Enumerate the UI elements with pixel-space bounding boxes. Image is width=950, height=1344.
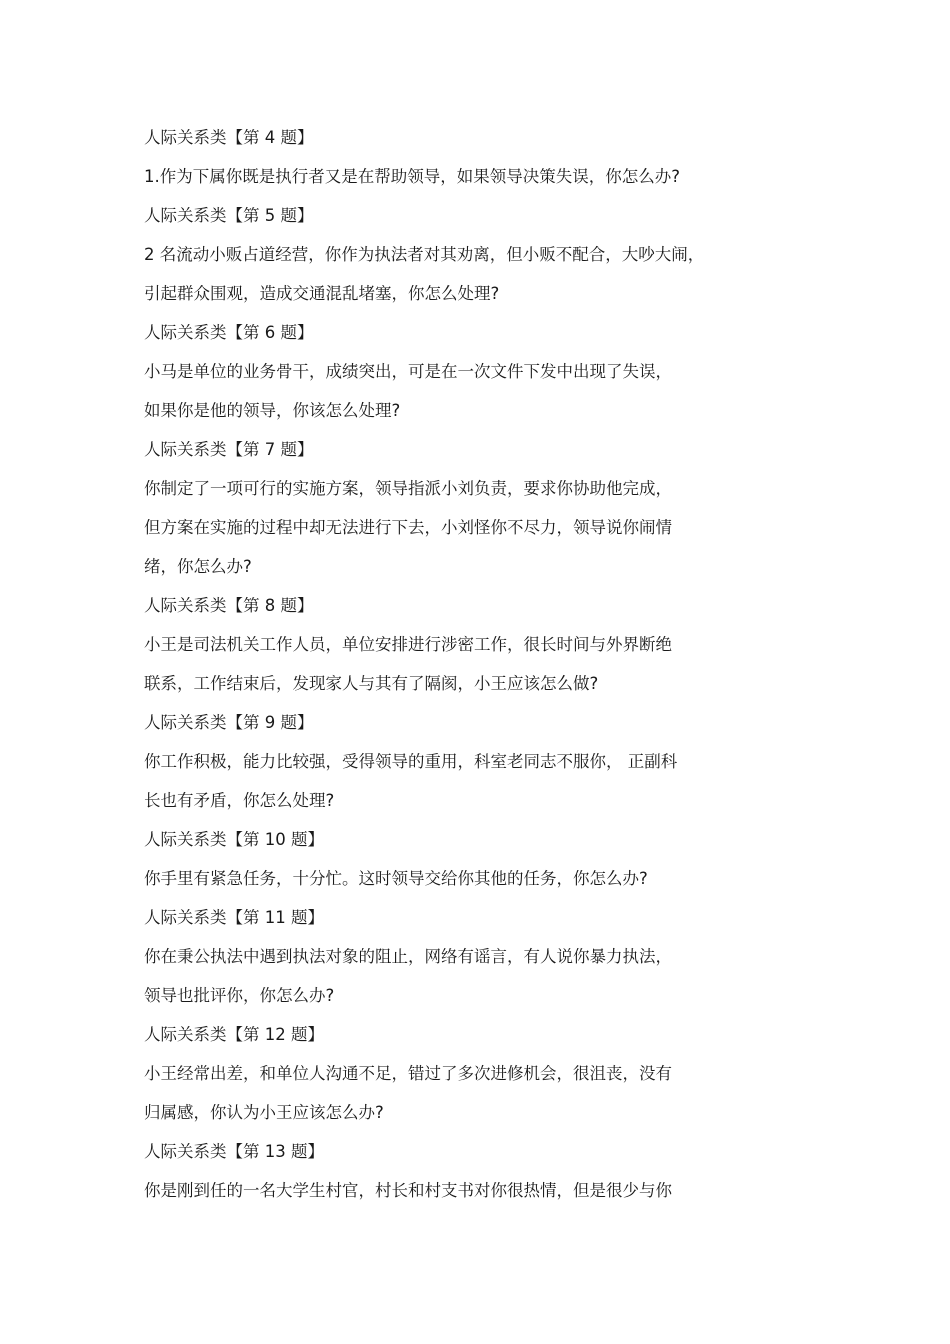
question-text-line: 联系，工作结束后，发现家人与其有了隔阂，小王应该怎么做? — [144, 674, 599, 693]
question-text-line: 小马是单位的业务骨干，成绩突出，可是在一次文件下发中出现了失误， — [144, 362, 672, 381]
question-text-line: 但方案在实施的过程中却无法进行下去，小刘怪你不尽力，领导说你闹情 — [144, 518, 672, 537]
heading-q5: 人际关系类【第 5 题】 — [144, 206, 314, 225]
question-text-line: 长也有矛盾，你怎么处理? — [144, 791, 335, 810]
question-text-line: 你是刚到任的一名大学生村官，村长和村支书对你很热情，但是很少与你 — [144, 1181, 672, 1200]
question-text-line: 如果你是他的领导，你该怎么处理? — [144, 401, 401, 420]
heading-q6: 人际关系类【第 6 题】 — [144, 323, 314, 342]
question-text-line: 你制定了一项可行的实施方案，领导指派小刘负责，要求你协助他完成， — [144, 479, 672, 498]
heading-q4: 人际关系类【第 4 题】 — [144, 128, 314, 147]
question-text-line: 你工作积极，能力比较强，受得领导的重用，科室老同志不服你， 正副科 — [144, 752, 678, 771]
heading-q12: 人际关系类【第 12 题】 — [144, 1025, 324, 1044]
heading-q8: 人际关系类【第 8 题】 — [144, 596, 314, 615]
question-text-line: 归属感，你认为小王应该怎么办? — [144, 1103, 384, 1122]
question-text-line: 领导也批评你，你怎么办? — [144, 986, 335, 1005]
question-text-line: 小王经常出差，和单位人沟通不足，错过了多次进修机会，很沮丧，没有 — [144, 1064, 672, 1083]
question-text-line: 你在秉公执法中遇到执法对象的阻止，网络有谣言，有人说你暴力执法， — [144, 947, 672, 966]
heading-q7: 人际关系类【第 7 题】 — [144, 440, 314, 459]
question-text-line: 绪，你怎么办? — [144, 557, 252, 576]
heading-q13: 人际关系类【第 13 题】 — [144, 1142, 324, 1161]
question-text-line: 小王是司法机关工作人员，单位安排进行涉密工作，很长时间与外界断绝 — [144, 635, 672, 654]
heading-q11: 人际关系类【第 11 题】 — [144, 908, 324, 927]
question-text-line: 2 名流动小贩占道经营，你作为执法者对其劝离，但小贩不配合，大吵大闹， — [144, 245, 705, 264]
question-text-line: 你手里有紧急任务，十分忙。这时领导交给你其他的任务，你怎么办? — [144, 869, 648, 888]
question-text-line: 1.作为下属你既是执行者又是在帮助领导，如果领导决策失误，你怎么办? — [144, 167, 681, 186]
document-body — [144, 118, 764, 1210]
heading-q10: 人际关系类【第 10 题】 — [144, 830, 324, 849]
question-text-line: 引起群众围观，造成交通混乱堵塞，你怎么处理? — [144, 284, 500, 303]
heading-q9: 人际关系类【第 9 题】 — [144, 713, 314, 732]
